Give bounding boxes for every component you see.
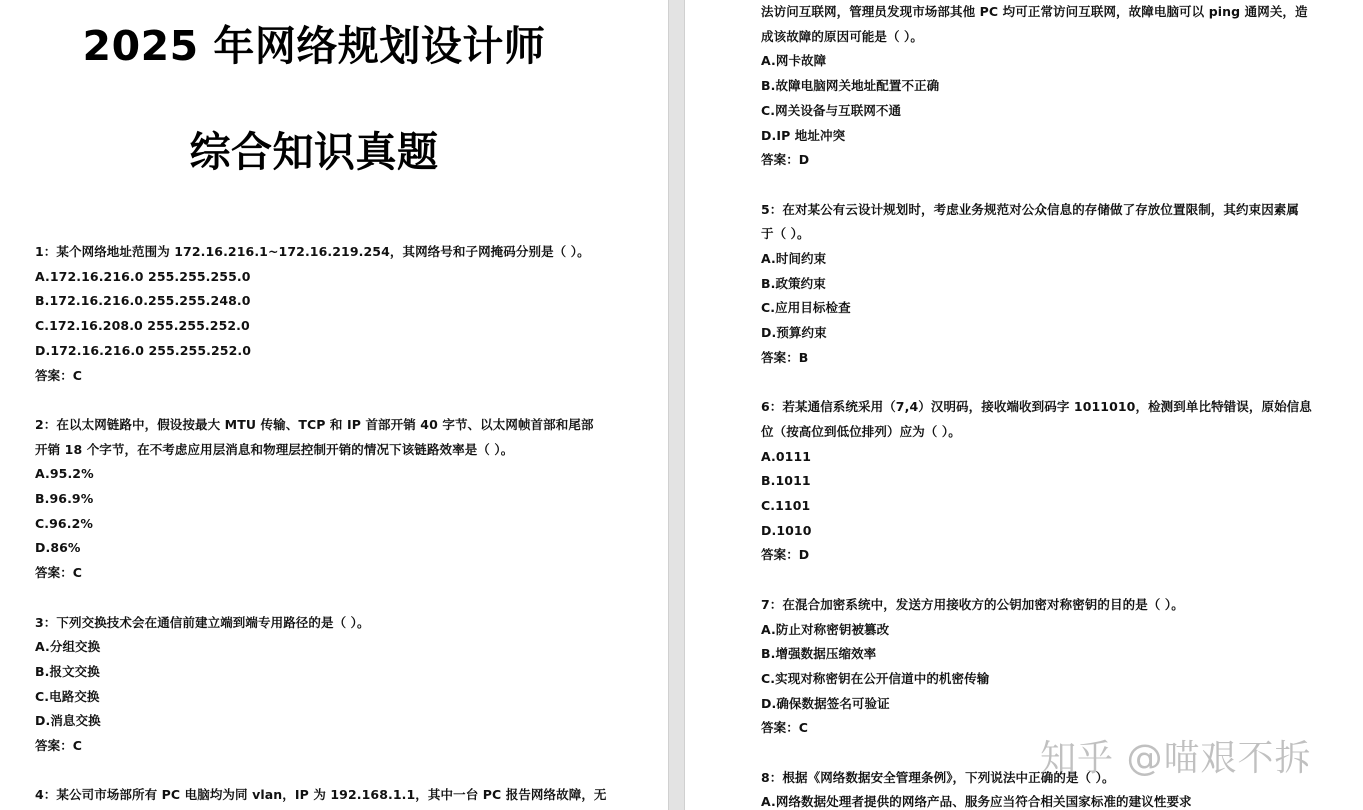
answer-key: 答案：D — [761, 152, 810, 168]
blank-line — [761, 371, 1331, 396]
question-text-line: 3：下列交换技术会在通信前建立端到端专用路径的是（ ）。 — [35, 614, 370, 630]
answer-key: 答案：C — [35, 738, 83, 754]
answer-option: B.增强数据压缩效率 — [761, 646, 877, 662]
question-text-line: 5：在对某公有云设计规划时，考虑业务规范对公众信息的存储做了存放位置限制，其约束因素属 — [761, 201, 1299, 217]
question-text-line: 位（按高位到低位排列）应为（ ）。 — [761, 423, 961, 439]
answer-option: D.172.16.216.0 255.255.252.0 — [35, 342, 252, 358]
answer-option: C.应用目标检查 — [761, 300, 851, 316]
answer-option: D.确保数据签名可验证 — [761, 695, 890, 711]
document-title-line2: 综合知识真题 — [189, 128, 439, 176]
answer-option: D.1010 — [761, 522, 812, 538]
question-text-line: 成该故障的原因可能是（ ）。 — [761, 28, 924, 44]
answer-option: B.报文交换 — [35, 663, 100, 679]
answer-key: 答案：D — [761, 547, 810, 563]
document-page-left — [0, 0, 668, 810]
answer-key: 答案：C — [35, 367, 83, 383]
answer-option: A.防止对称密钥被篡改 — [761, 621, 890, 637]
answer-option: B.1011 — [761, 473, 811, 489]
answer-option: A.95.2% — [35, 466, 94, 482]
answer-key: 答案：C — [761, 720, 809, 736]
answer-key: 答案：B — [761, 349, 809, 365]
answer-option: D.IP 地址冲突 — [761, 127, 846, 143]
answer-option: C.1101 — [761, 498, 811, 514]
question-text-line: 1：某个网络地址范围为 172.16.216.1~172.16.219.254，其网络号和子网掩码分别是（ ）。 — [35, 244, 590, 259]
answer-option: B.172.16.216.0.255.255.248.0 — [35, 293, 251, 309]
blank-line — [35, 586, 605, 611]
document-title-line1: 2025 年网络规划设计师 — [82, 22, 546, 70]
blank-line — [35, 388, 605, 413]
page-gutter-divider — [668, 0, 685, 810]
answer-option: C.实现对称密钥在公开信道中的机密传输 — [761, 670, 990, 686]
document-page-right — [685, 0, 1363, 810]
question-text-line: 开销 18 个字节，在不考虑应用层消息和物理层控制开销的情况下该链路效率是（ ）。 — [35, 441, 514, 457]
watermark-text: 知乎 @喵艰不拆 — [1040, 738, 1312, 779]
answer-key: 答案：C — [35, 565, 83, 581]
question-text-line: 2：在以太网链路中，假设按最大 MTU 传输、TCP 和 IP 首部开销 40 字节、以太网帧首部和尾部 — [35, 416, 594, 432]
answer-option: C.96.2% — [35, 515, 93, 531]
answer-option: C.172.16.208.0 255.255.252.0 — [35, 318, 250, 334]
answer-option: A.172.16.216.0 255.255.255.0 — [35, 268, 251, 284]
answer-option: D.86% — [35, 540, 81, 556]
question-text-line: 4：某公司市场部所有 PC 电脑均为同 vlan，IP 为 192.168.1.1，其中一台 PC 报告网络故障，无 — [35, 787, 607, 803]
answer-option: A.时间约束 — [761, 251, 827, 267]
answer-option: A.网络数据处理者提供的网络产品、服务应当符合相关国家标准的建议性要求 — [761, 794, 1192, 810]
blank-line — [761, 568, 1331, 593]
question-text-line: 7：在混合加密系统中，发送方用接收方的公钥加密对称密钥的目的是（ ）。 — [761, 596, 1184, 612]
answer-option: A.0111 — [761, 448, 812, 464]
answer-option: C.网关设备与互联网不通 — [761, 102, 902, 118]
answer-option: B.96.9% — [35, 491, 94, 507]
answer-option: B.故障电脑网关地址配置不正确 — [761, 78, 940, 94]
answer-option: C.电路交换 — [35, 688, 100, 704]
answer-option: B.政策约束 — [761, 275, 826, 291]
right-column-text — [761, 0, 1331, 810]
answer-option: D.消息交换 — [35, 713, 101, 729]
question-text-line: 于（ ）。 — [761, 226, 810, 242]
answer-option: D.预算约束 — [761, 325, 827, 341]
blank-line — [761, 173, 1331, 198]
left-column-text — [35, 240, 605, 808]
blank-line — [35, 759, 605, 784]
question-text-line: 6：若某通信系统采用（7,4）汉明码，接收端收到码字 1011010，检测到单比特错误，原始信息 — [761, 399, 1312, 415]
question-text-line: 8：根据《网络数据安全管理条例》，下列说法中正确的是（ ）。 — [761, 769, 1115, 785]
answer-option: A.网卡故障 — [761, 53, 827, 69]
question-text-line: 法访问互联网，管理员发现市场部其他 PC 均可正常访问互联网，故障电脑可以 ping 通网关，造 — [761, 4, 1308, 19]
answer-option: A.分组交换 — [35, 639, 101, 655]
